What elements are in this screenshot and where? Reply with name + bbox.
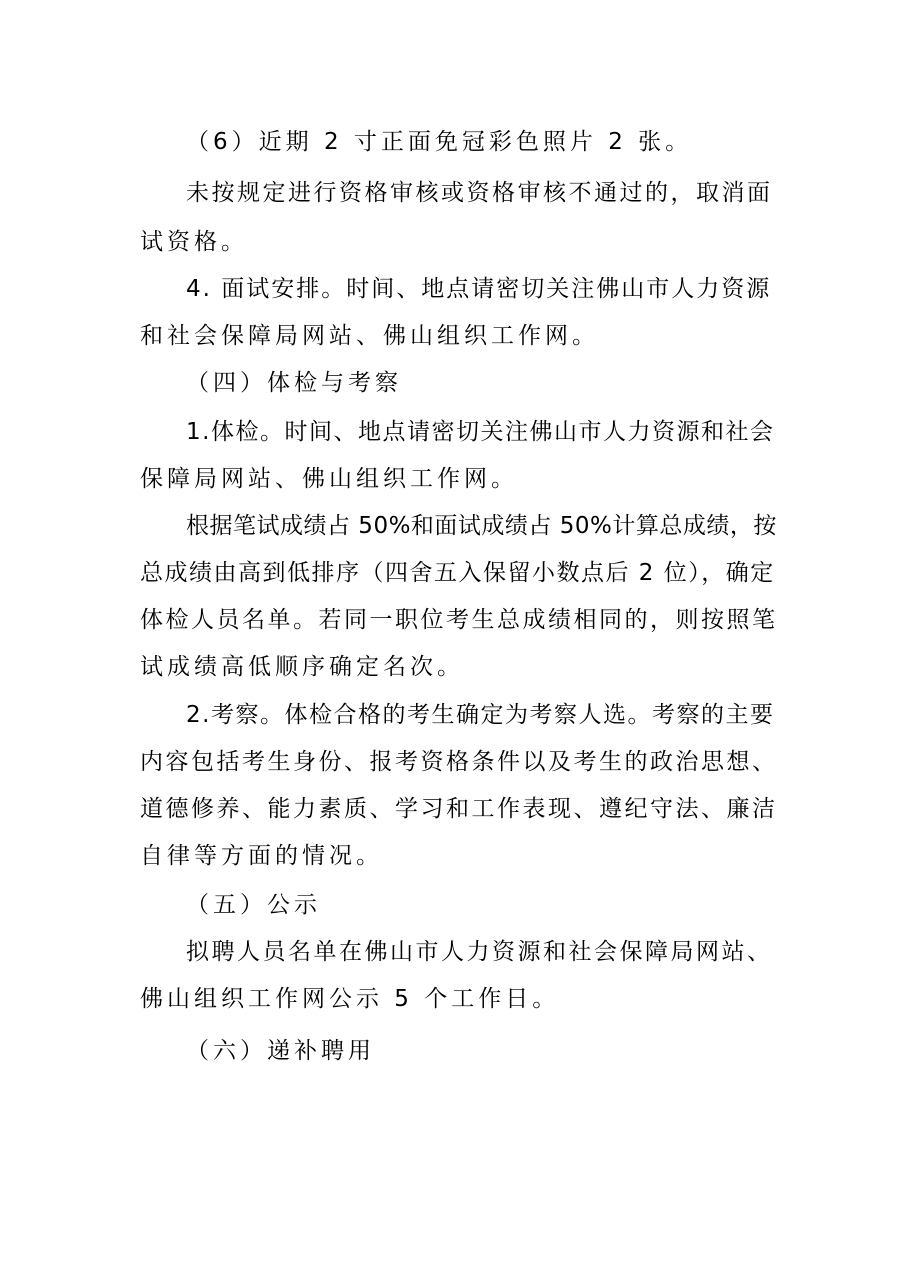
paragraph-qualification-review: 未按规定进行资格审核或资格审核不通过的，取消面 <box>186 180 773 206</box>
section-heading-replacement-hiring: （六）递补聘用 <box>186 1038 375 1064</box>
paragraph-total-score: 根据笔试成绩占 50%和面试成绩占 50%计算总成绩，按 <box>186 513 777 539</box>
paragraph-total-score-cont-1: 总成绩由高到低排序（四舍五入保留小数点后 2 位），确定 <box>140 560 775 586</box>
paragraph-photo-requirement: （6）近期 2 寸正面免冠彩色照片 2 张。 <box>186 129 693 155</box>
paragraph-total-score-cont-3: 试成绩高低顺序确定名次。 <box>140 654 464 680</box>
paragraph-qualification-review-cont: 试资格。 <box>140 229 248 255</box>
paragraph-publicity-cont: 佛山组织工作网公示 5 个工作日。 <box>140 986 560 1012</box>
section-heading-publicity: （五）公示 <box>186 892 321 918</box>
paragraph-publicity: 拟聘人员名单在佛山市人力资源和社会保障局网站、 <box>186 939 773 965</box>
paragraph-inspection-cont-2: 道德修养、能力素质、学习和工作表现、遵纪守法、廉洁 <box>140 796 778 822</box>
paragraph-physical-exam-cont: 保障局网站、佛山组织工作网。 <box>140 466 518 492</box>
paragraph-inspection-cont-3: 自律等方面的情况。 <box>140 843 383 869</box>
paragraph-inspection: 2.考察。体检合格的考生确定为考察人选。考察的主要 <box>186 702 775 728</box>
paragraph-total-score-cont-2: 体检人员名单。若同一职位考生总成绩相同的，则按照笔 <box>140 607 778 633</box>
paragraph-inspection-cont-1: 内容包括考生身份、报考资格条件以及考生的政治思想、 <box>140 749 778 775</box>
paragraph-interview-arrangement-cont: 和社会保障局网站、佛山组织工作网。 <box>140 323 599 349</box>
paragraph-physical-exam: 1.体检。时间、地点请密切关注佛山市人力资源和社会 <box>186 419 775 445</box>
paragraph-interview-arrangement: 4. 面试安排。时间、地点请密切关注佛山市人力资源 <box>186 276 772 302</box>
section-heading-physical-exam: （四）体检与考察 <box>186 370 402 396</box>
